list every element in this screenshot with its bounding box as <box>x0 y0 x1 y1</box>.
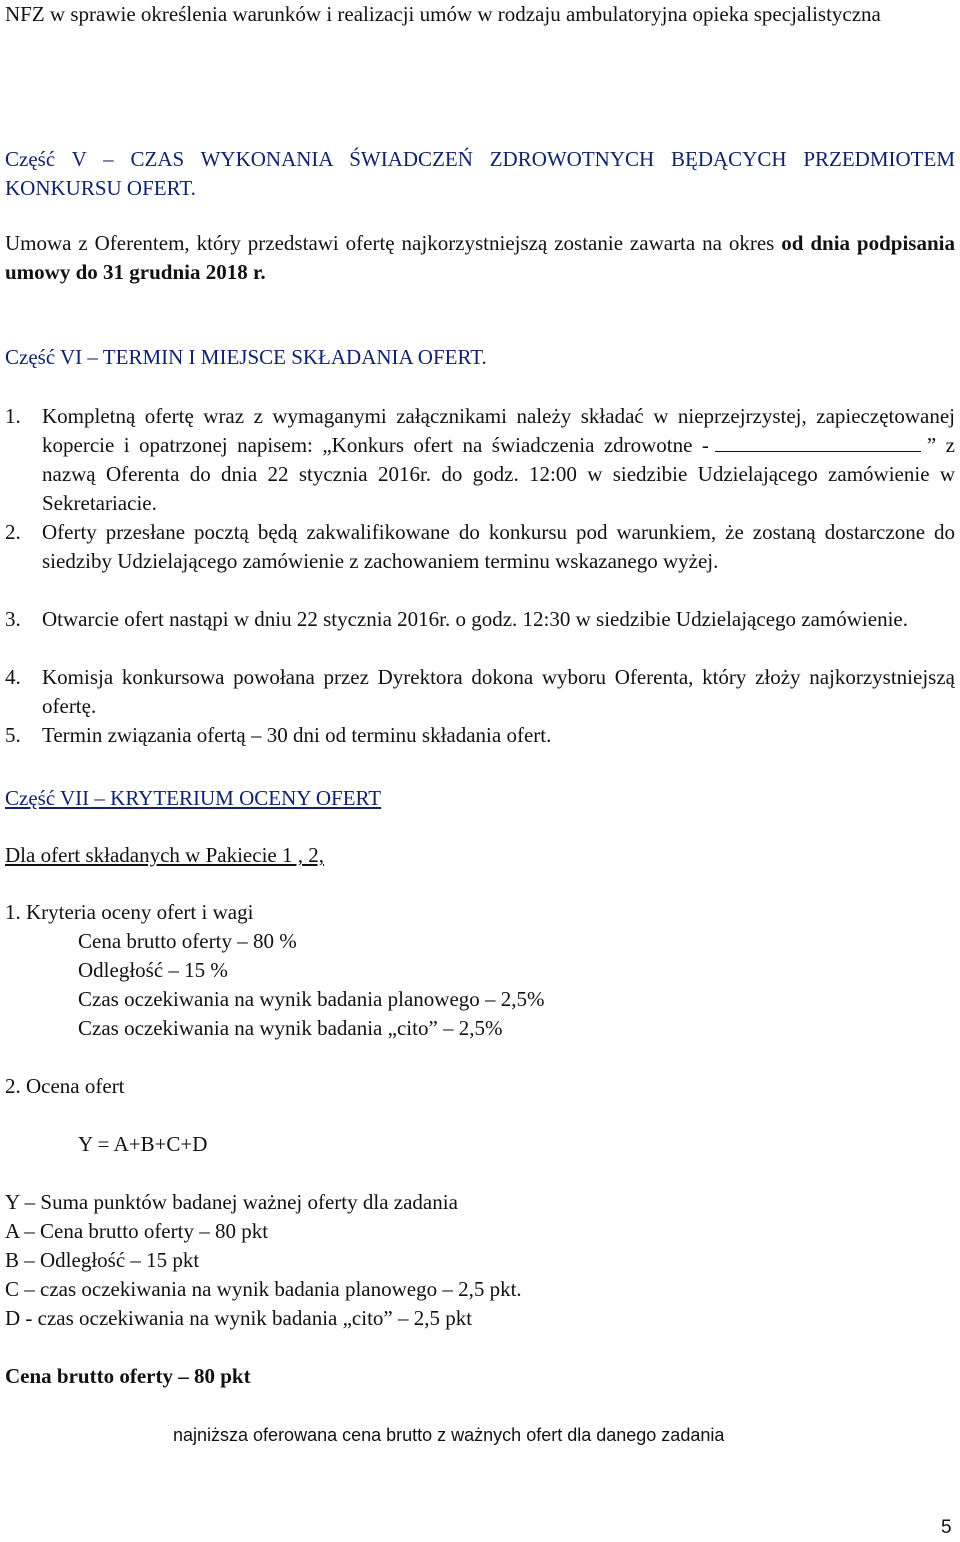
criterion-item: Cena brutto oferty – 80 % <box>78 929 297 953</box>
item-number: 2. <box>5 520 21 544</box>
item-1-deadline: ” z nazwą Oferenta do dnia 22 stycznia 2016r. do godz. 12:00 <box>42 433 955 486</box>
part5-period: od dnia podpisania umowy do 31 grudnia 2018 r. <box>5 231 955 284</box>
item-number: 5. <box>5 723 21 747</box>
legend-item: A – Cena brutto oferty – 80 pkt <box>5 1219 269 1243</box>
item-1-text: Kompletną ofertę wraz z wymaganymi załącznikami należy składać w nieprzejrzystej, zapieczętowanej kopercie i opatrzonej napisem: <box>42 404 955 457</box>
criterion-item: Czas oczekiwania na wynik badania „cito” – 2,5% <box>78 1016 503 1040</box>
item-1-place: w siedzibie Udzielającego zamówienie w Sekretariacie. <box>42 462 955 515</box>
item-number: 1. <box>5 404 21 428</box>
legend-item: Y – Suma punktów badanej ważnej oferty dla zadania <box>5 1190 458 1214</box>
part5-text: Umowa z Oferentem, który przedstawi ofertę najkorzystniejszą zostanie zawarta na okres <box>5 231 782 255</box>
evaluation-title: 2. Ocena ofert <box>5 1074 125 1098</box>
criterion-item: Czas oczekiwania na wynik badania planowego – 2,5% <box>78 987 545 1011</box>
item-2-text: Oferty przesłane pocztą będą zakwalifikowane do konkursu pod warunkiem, że zostaną dostarczone do siedziby Udzielającego zamówienie z zachowaniem terminu wskazanego wyżej. <box>42 520 955 573</box>
item-number: 4. <box>5 665 21 689</box>
page-number: 5 <box>941 1517 952 1538</box>
legend-item: D - czas oczekiwania na wynik badania „cito” – 2,5 pkt <box>5 1306 473 1330</box>
criteria-title: 1. Kryteria oceny ofert i wagi <box>5 900 254 924</box>
part6-item-3 <box>5 605 955 634</box>
blank-line <box>715 431 921 452</box>
item-5-text: Termin związania ofertą – 30 dni od terminu składania ofert. <box>42 723 552 747</box>
part5-heading: Część V – CZAS WYKONANIA ŚWIADCZEŃ ZDROWOTNYCH BĘDĄCYCH PRZEDMIOTEM KONKURSU OFERT. <box>5 147 955 200</box>
criterion-item: Odległość – 15 % <box>78 958 228 982</box>
formula: Y = A+B+C+D <box>78 1132 208 1156</box>
intro-paragraph: NFZ w sprawie określenia warunków i realizacji umów w rodzaju ambulatoryjna opieka specjalistyczna <box>5 2 881 26</box>
price-note: najniższa oferowana cena brutto z ważnych ofert dla danego zadania <box>173 1425 725 1445</box>
part5-paragraph <box>5 229 955 287</box>
item-1-inscription: „Konkurs ofert na świadczenia zdrowotne - <box>322 433 709 457</box>
part6-heading: Część VI – TERMIN I MIEJSCE SKŁADANIA OFERT. <box>5 345 487 369</box>
part6-item-2 <box>5 518 955 576</box>
legend-item: C – czas oczekiwania na wynik badania planowego – 2,5 pkt. <box>5 1277 522 1301</box>
part6-item-5 <box>5 721 955 750</box>
item-3-text: Otwarcie ofert nastąpi w dniu 22 stycznia 2016r. o godz. 12:30 w siedzibie Udzielającego zamówienie. <box>42 607 908 631</box>
part6-item-1 <box>5 402 955 518</box>
price-heading: Cena brutto oferty – 80 pkt <box>5 1364 251 1388</box>
item-number: 3. <box>5 607 21 631</box>
part7-subheading: Dla ofert składanych w Pakiecie 1 , 2, <box>5 843 324 867</box>
legend-item: B – Odległość – 15 pkt <box>5 1248 200 1272</box>
item-4-text: Komisja konkursowa powołana przez Dyrektora dokona wyboru Oferenta, który złoży najkorzystniejszą ofertę. <box>42 665 955 718</box>
part6-item-4 <box>5 663 955 721</box>
part7-heading: Część VII – KRYTERIUM OCENY OFERT <box>5 786 382 810</box>
